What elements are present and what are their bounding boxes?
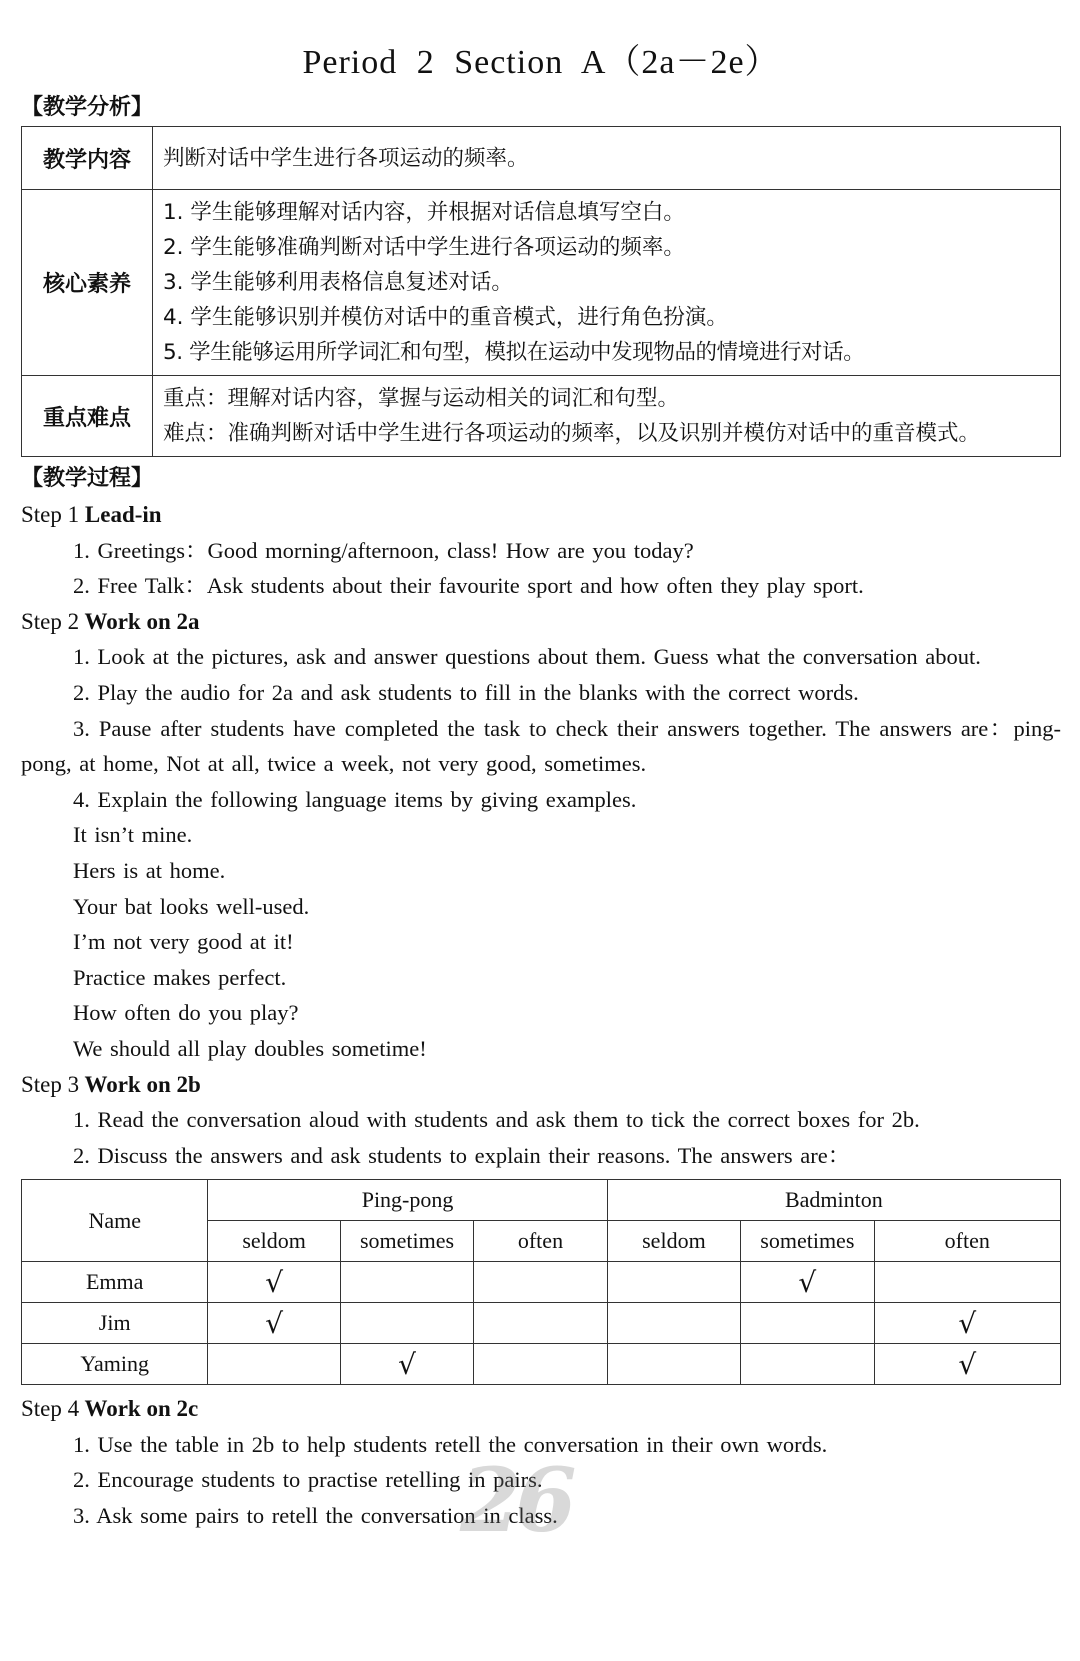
subheader-cell: often xyxy=(874,1221,1060,1262)
language-item: How often do you play? xyxy=(73,1000,299,1026)
group-header-badminton: Badminton xyxy=(607,1180,1060,1221)
language-item: It isn’t mine. xyxy=(73,822,193,848)
analysis-row-core xyxy=(22,190,1061,376)
tick-mark-icon: √ xyxy=(265,1306,284,1340)
step-name: Work on 2a xyxy=(84,608,200,634)
table-row xyxy=(22,1344,1061,1385)
difficult-point: 难点：准确判断对话中学生进行各项运动的频率，以及识别并模仿对话中的重音模式。 xyxy=(163,421,981,446)
content-label: 教学内容 xyxy=(22,127,153,190)
step-heading xyxy=(21,1067,1061,1103)
step-number: Step 1 xyxy=(21,502,80,527)
analysis-row-content xyxy=(22,127,1061,190)
tick-cell xyxy=(474,1344,607,1385)
tick-cell xyxy=(208,1344,340,1385)
tick-mark-icon: √ xyxy=(958,1306,977,1340)
tick-cell xyxy=(874,1344,1060,1385)
language-item: I’m not very good at it! xyxy=(73,929,294,955)
document-page xyxy=(21,0,1061,1534)
tick-cell xyxy=(340,1303,473,1344)
table-header-row xyxy=(22,1180,1061,1221)
step-heading xyxy=(21,1391,1061,1427)
core-item: 1. 学生能够理解对话内容，并根据对话信息填写空白。 xyxy=(163,200,685,225)
language-item: We should all play doubles sometime! xyxy=(73,1035,427,1061)
process-heading: 【教学过程】 xyxy=(21,466,154,491)
subheader-cell: sometimes xyxy=(741,1221,874,1262)
tick-mark-icon: √ xyxy=(798,1265,817,1299)
page-title: Period 2 Section A（2a－2e） xyxy=(302,44,780,81)
core-items xyxy=(153,190,1061,376)
group-header-pingpong: Ping-pong xyxy=(208,1180,607,1221)
step-name: Lead-in xyxy=(84,502,162,527)
tick-cell xyxy=(874,1262,1060,1303)
step-name: Work on 2b xyxy=(84,1071,201,1097)
core-item: 3. 学生能够利用表格信息复述对话。 xyxy=(163,270,513,295)
tick-cell xyxy=(874,1303,1060,1344)
step-item: 1. Use the table in 2b to help students retell the conversation in their own words. xyxy=(73,1431,828,1457)
table-row xyxy=(22,1262,1061,1303)
key-label: 重点难点 xyxy=(22,376,153,457)
core-item: 2. 学生能够准确判断对话中学生进行各项运动的频率。 xyxy=(163,235,685,260)
core-item: 5. 学生能够运用所学词汇和句型，模拟在运动中发现物品的情境进行对话。 xyxy=(163,340,865,365)
core-label: 核心素养 xyxy=(22,190,153,376)
language-item: Hers is at home. xyxy=(73,857,226,883)
step-item: 4. Explain the following language items by giving examples. xyxy=(73,786,637,812)
step-item: 2. Free Talk：Ask students about their favourite sport and how often they play sport. xyxy=(73,573,864,599)
step-heading xyxy=(21,604,1061,640)
subheader-cell: often xyxy=(474,1221,607,1262)
frequency-table xyxy=(21,1179,1061,1385)
step-item: 1. Read the conversation aloud with students and ask them to tick the correct boxes for 2b. xyxy=(73,1107,920,1133)
student-name-cell: Jim xyxy=(22,1303,208,1344)
tick-mark-icon: √ xyxy=(958,1347,977,1381)
analysis-row-key xyxy=(22,376,1061,457)
step-item: 3. Pause after students have completed the task to check their answers together. The answers are：ping-pong, at home, Not at all, twice a week, not very good, sometimes. xyxy=(21,715,1061,777)
step-item: 1. Greetings：Good morning/afternoon, class! How are you today? xyxy=(73,537,694,563)
tick-cell xyxy=(607,1303,740,1344)
tick-cell xyxy=(607,1262,740,1303)
step-heading xyxy=(21,497,1061,533)
student-name-cell: Yaming xyxy=(22,1344,208,1385)
page-number: 26 xyxy=(460,1448,571,1552)
tick-cell xyxy=(474,1303,607,1344)
name-header: Name xyxy=(22,1180,208,1262)
tick-cell xyxy=(607,1344,740,1385)
content-text: 判断对话中学生进行各项运动的频率。 xyxy=(153,127,1061,190)
tick-cell xyxy=(208,1262,340,1303)
step-number: Step 4 xyxy=(21,1396,80,1422)
tick-cell xyxy=(340,1262,473,1303)
step-item: 2. Discuss the answers and ask students to explain their reasons. The answers are： xyxy=(73,1142,851,1168)
tick-cell xyxy=(340,1344,473,1385)
tick-cell xyxy=(208,1303,340,1344)
tick-cell xyxy=(741,1344,874,1385)
analysis-table xyxy=(21,126,1061,457)
language-item: Practice makes perfect. xyxy=(73,964,287,990)
student-name-cell: Emma xyxy=(22,1262,208,1303)
tick-cell xyxy=(474,1262,607,1303)
core-item: 4. 学生能够识别并模仿对话中的重音模式，进行角色扮演。 xyxy=(163,305,728,330)
tick-cell xyxy=(741,1303,874,1344)
step-item: 2. Play the audio for 2a and ask students to fill in the blanks with the correct words. xyxy=(73,679,859,705)
subheader-cell: seldom xyxy=(208,1221,340,1262)
step-name: Work on 2c xyxy=(84,1396,199,1422)
table-body xyxy=(22,1262,1061,1385)
tick-cell xyxy=(741,1262,874,1303)
key-points xyxy=(153,376,1061,457)
subheader-cell: sometimes xyxy=(340,1221,473,1262)
step-item: 3. Ask some pairs to retell the conversation in class. xyxy=(73,1503,558,1529)
step-item: 1. Look at the pictures, ask and answer questions about them. Guess what the conversation about. xyxy=(73,644,981,670)
tick-mark-icon: √ xyxy=(265,1265,284,1299)
tick-mark-icon: √ xyxy=(398,1347,416,1381)
analysis-heading: 【教学分析】 xyxy=(21,95,154,120)
table-row xyxy=(22,1303,1061,1344)
step-number: Step 3 xyxy=(21,1071,80,1097)
key-point: 重点：理解对话内容，掌握与运动相关的词汇和句型。 xyxy=(163,386,680,411)
step-number: Step 2 xyxy=(21,608,80,634)
language-item: Your bat looks well-used. xyxy=(73,893,310,919)
subheader-cell: seldom xyxy=(607,1221,740,1262)
step-item: 2. Encourage students to practise retelling in pairs. xyxy=(73,1467,543,1493)
